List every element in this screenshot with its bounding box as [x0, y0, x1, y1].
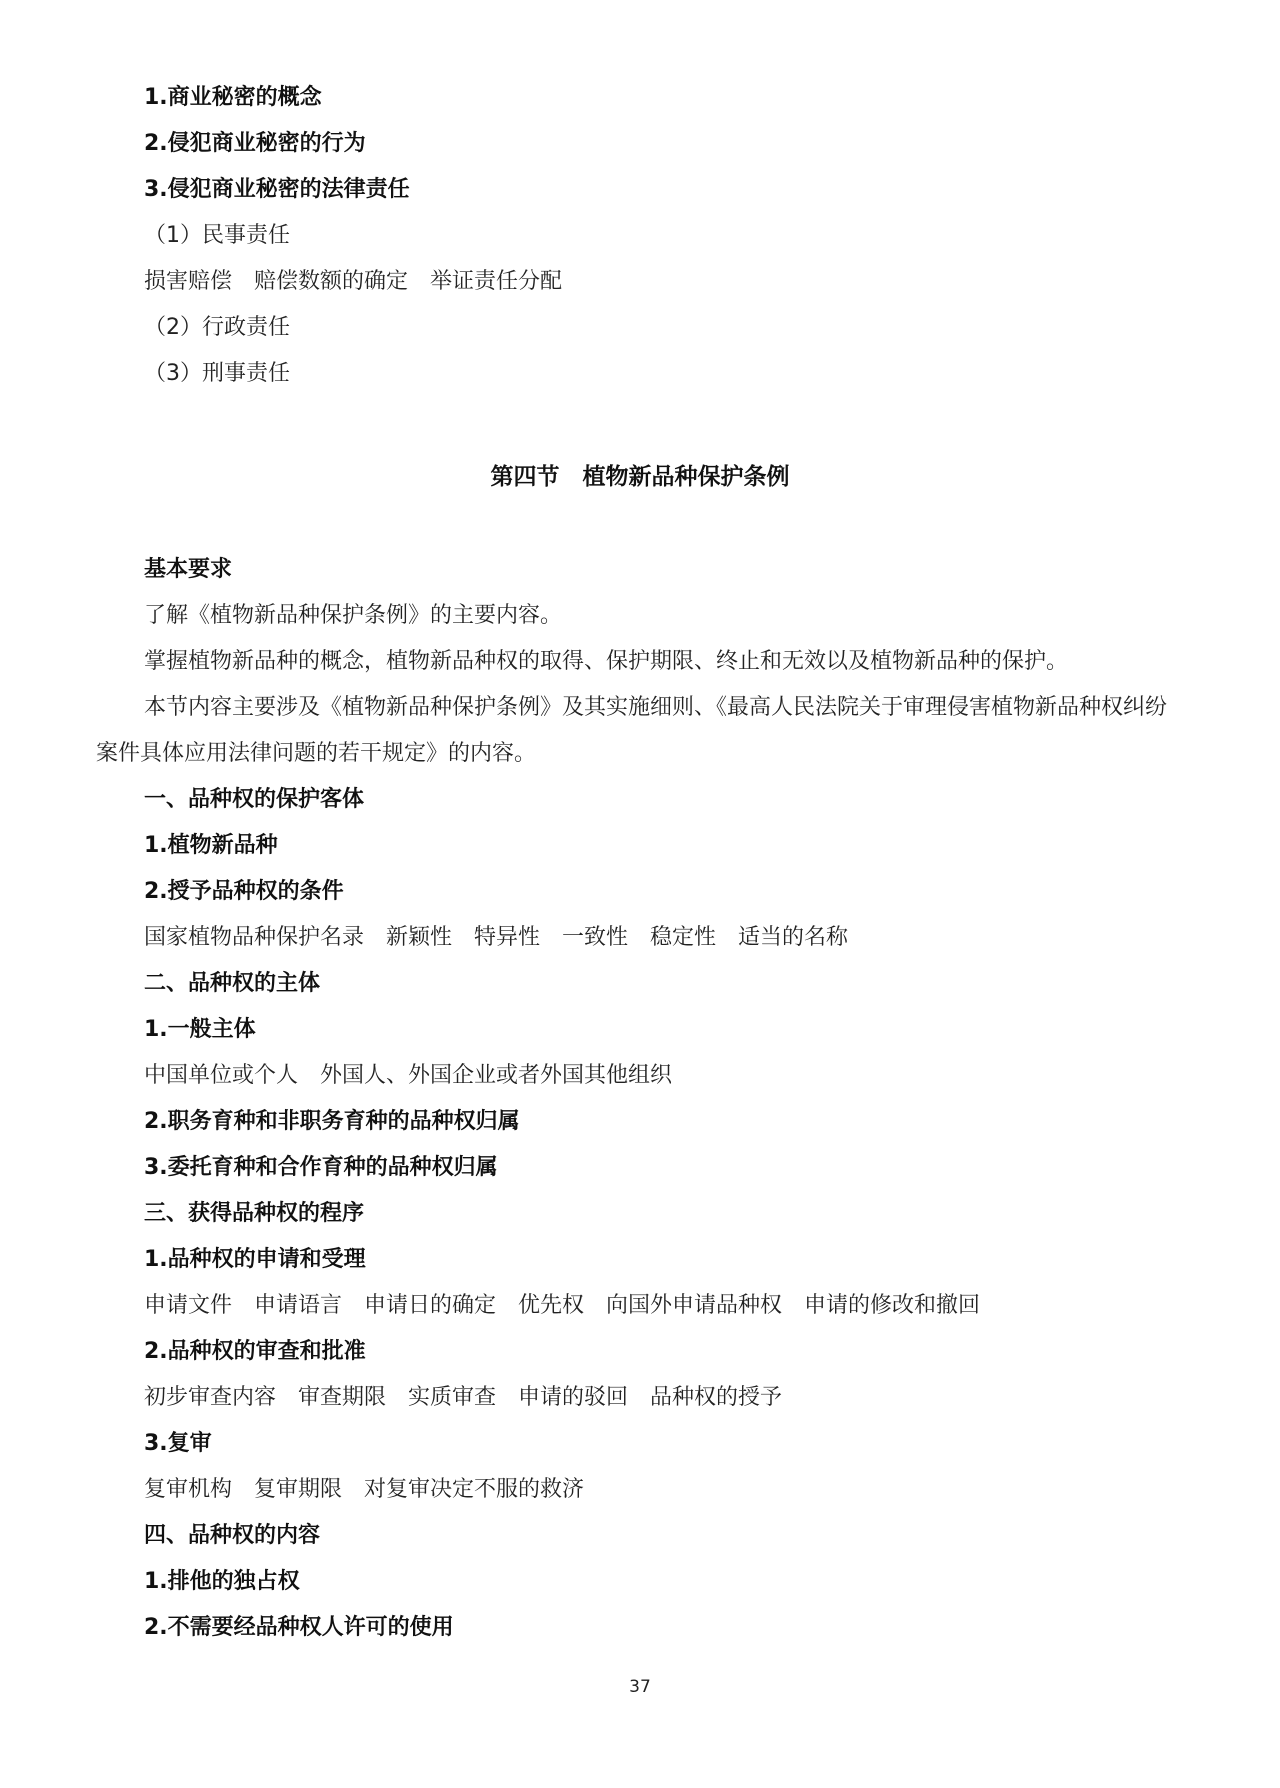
section-title: 第四节 植物新品种保护条例 [490, 464, 790, 490]
requirements-master: 掌握植物新品种的概念，植物新品种权的取得、保护期限、终止和无效以及植物新品种的保护。 [144, 649, 1069, 674]
heading-trade-secret-infringement: 2.侵犯商业秘密的行为 [144, 131, 366, 156]
subheading-administrative-liability: （2）行政责任 [144, 315, 290, 340]
heading-trade-secret-concept: 1.商业秘密的概念 [144, 85, 322, 110]
heading-plant-new-variety: 1.植物新品种 [144, 833, 278, 858]
heading-right-content: 四、品种权的内容 [144, 1523, 321, 1548]
heading-right-holder: 二、品种权的主体 [144, 971, 321, 996]
application-items: 申请文件 申请语言 申请日的确定 优先权 向国外申请品种权 申请的修改和撤回 [144, 1293, 981, 1318]
heading-examination-approval: 2.品种权的审查和批准 [144, 1339, 366, 1364]
general-subject-items: 中国单位或个人 外国人、外国企业或者外国其他组织 [144, 1063, 673, 1088]
subheading-civil-liability: （1）民事责任 [144, 223, 290, 248]
requirements-understand: 了解《植物新品种保护条例》的主要内容。 [144, 603, 563, 628]
heading-application-acceptance: 1.品种权的申请和受理 [144, 1247, 366, 1272]
heading-trade-secret-liability: 3.侵犯商业秘密的法律责任 [144, 177, 410, 202]
grant-conditions-items: 国家植物品种保护名录 新颖性 特异性 一致性 稳定性 适当的名称 [144, 925, 849, 950]
heading-exclusive-right: 1.排他的独占权 [144, 1569, 300, 1594]
subheading-criminal-liability: （3）刑事责任 [144, 361, 290, 386]
heading-permitted-use: 2.不需要经品种权人许可的使用 [144, 1615, 454, 1640]
examination-items: 初步审查内容 审查期限 实质审查 申请的驳回 品种权的授予 [144, 1385, 783, 1410]
heading-commissioned-breeding: 3.委托育种和合作育种的品种权归属 [144, 1155, 498, 1180]
heading-reexamination: 3.复审 [144, 1431, 212, 1456]
heading-general-subject: 1.一般主体 [144, 1017, 256, 1042]
requirements-heading: 基本要求 [144, 557, 233, 582]
heading-service-breeding: 2.职务育种和非职务育种的品种权归属 [144, 1109, 520, 1134]
heading-procedure: 三、获得品种权的程序 [144, 1201, 365, 1226]
requirements-scope-paragraph: 本节内容主要涉及《植物新品种保护条例》及其实施细则、《最高人民法院关于审理侵害植物新品种权纠纷案件具体应用法律问题的若干规定》的内容。 [96, 695, 1168, 766]
page-number: 37 [629, 1677, 651, 1697]
heading-grant-conditions: 2.授予品种权的条件 [144, 879, 344, 904]
civil-liability-items: 损害赔偿 赔偿数额的确定 举证责任分配 [144, 269, 563, 294]
heading-protection-object: 一、品种权的保护客体 [144, 787, 365, 812]
reexamination-items: 复审机构 复审期限 对复审决定不服的救济 [144, 1477, 585, 1502]
